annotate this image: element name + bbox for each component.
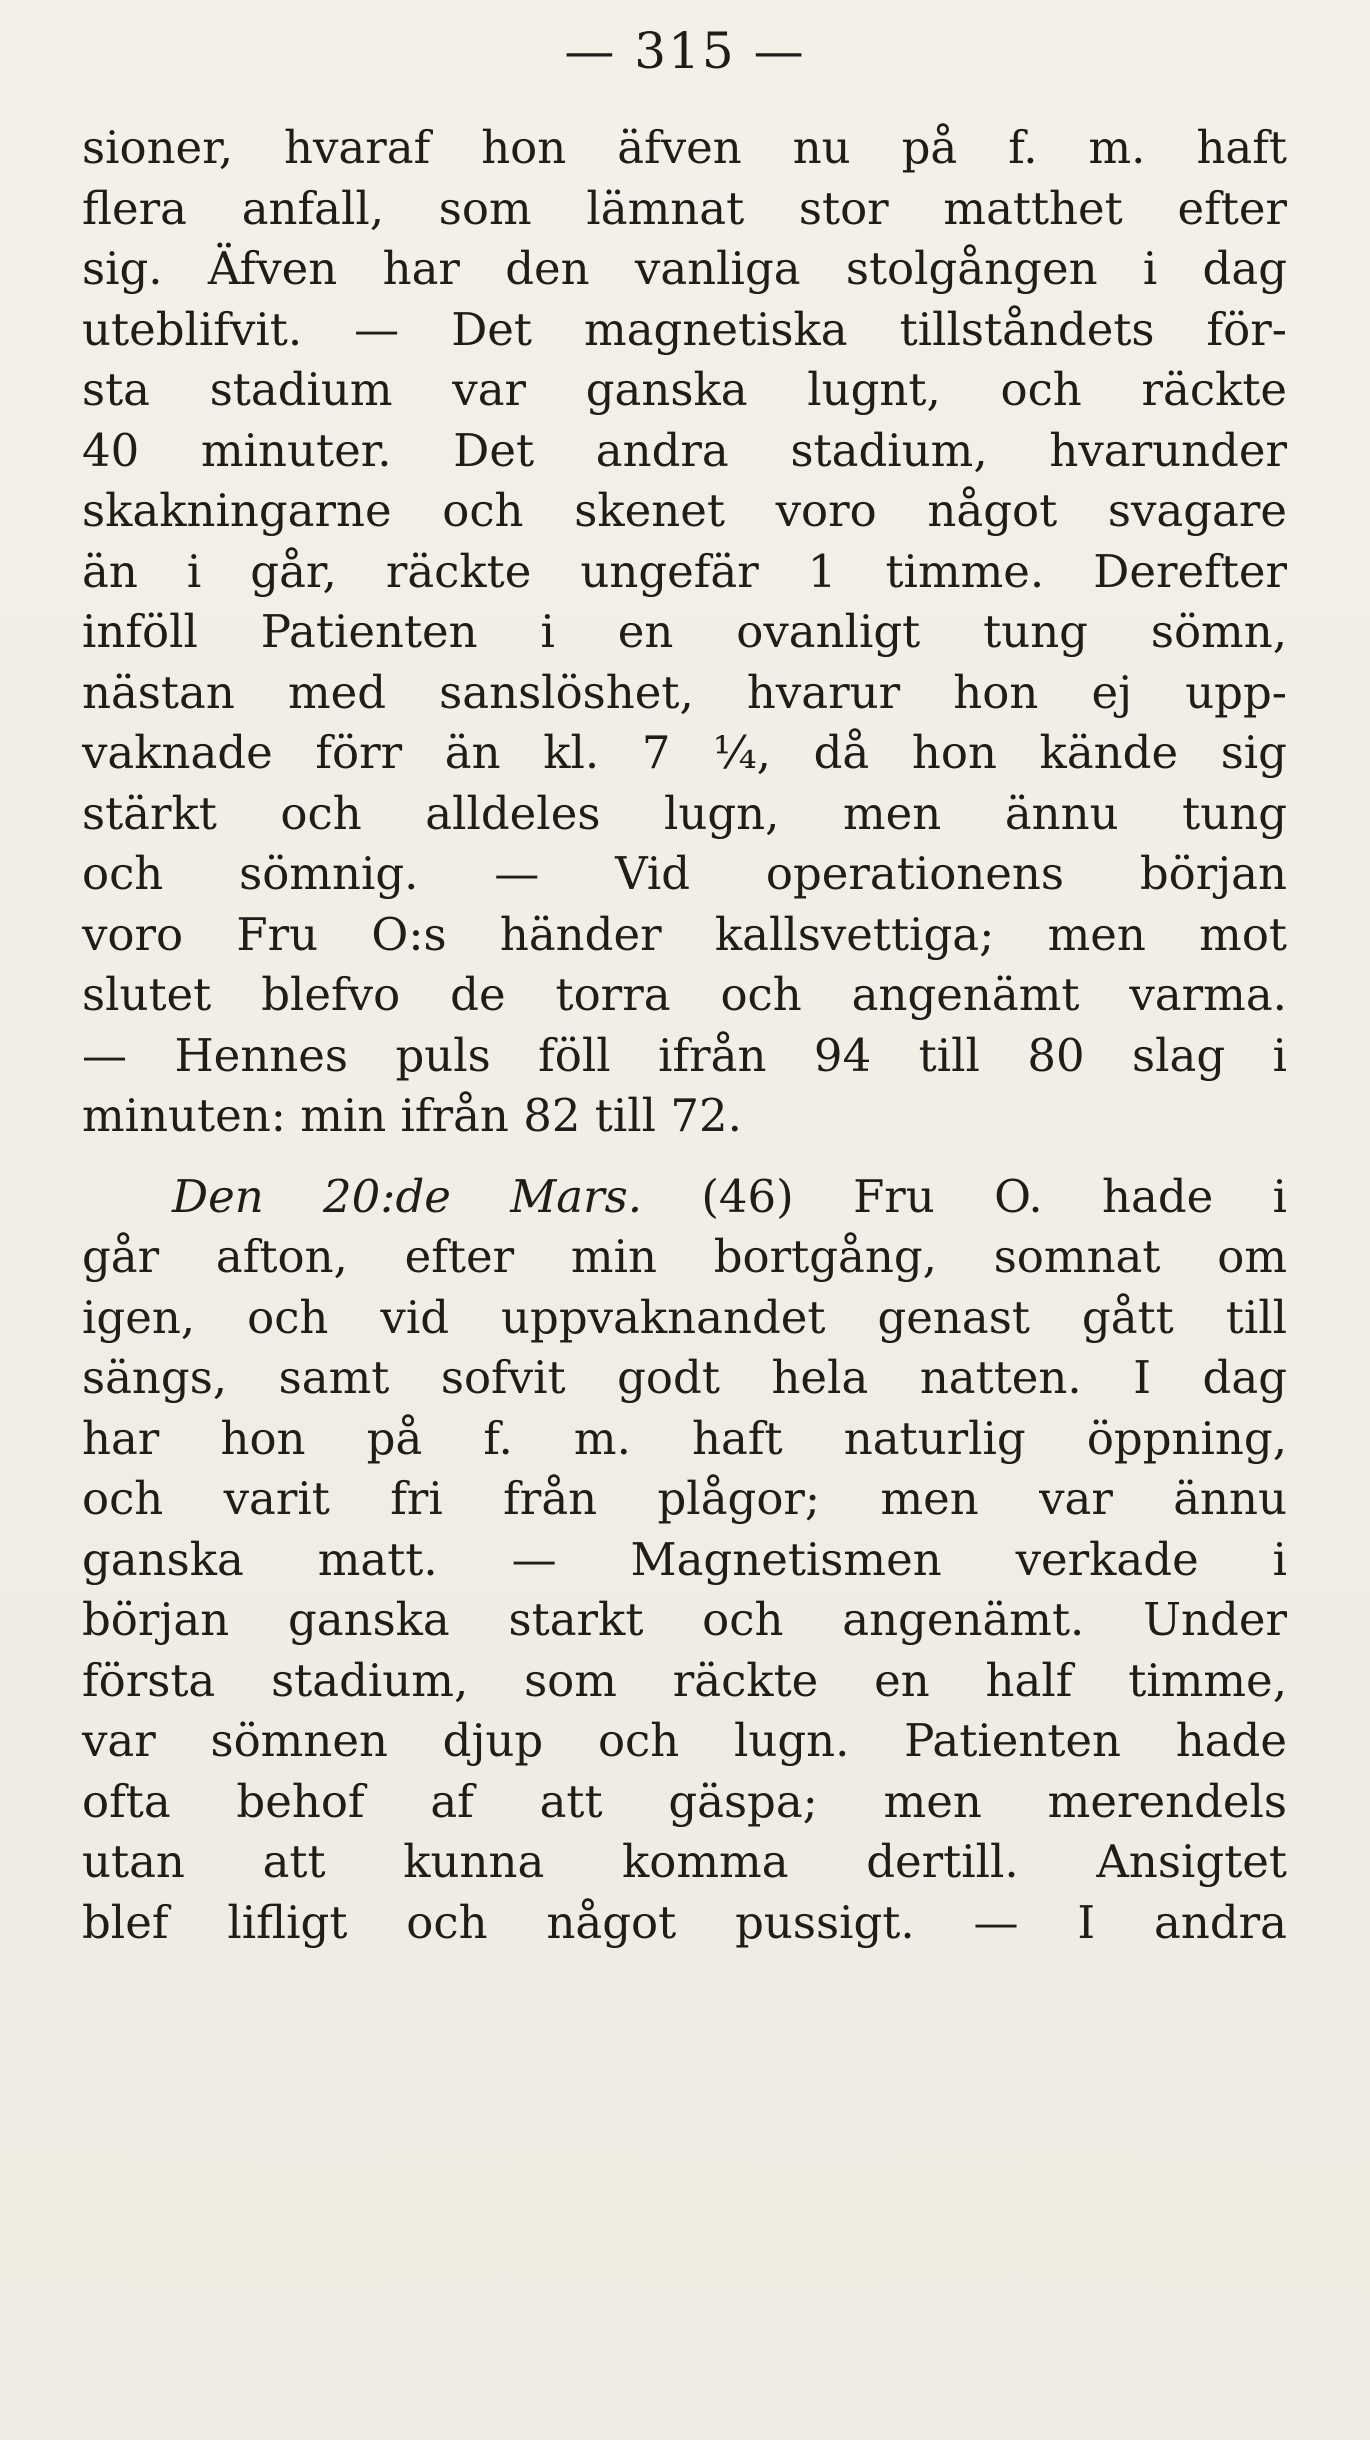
text-line: inföll Patienten i en ovanligt tung sömn, [82, 605, 1287, 658]
text-line: sängs, samt sofvit godt hela natten. I dag [82, 1351, 1287, 1404]
page-number: — 315 — [564, 22, 806, 80]
text-line: sioner, hvaraf hon äfven nu på f. m. haft [82, 121, 1287, 174]
text-line: slutet blefvo de torra och angenämt varma. [82, 968, 1287, 1021]
text-line: har hon på f. m. haft naturlig öppning, [82, 1411, 1287, 1465]
text-line: början ganska starkt och angenämt. Under [82, 1593, 1287, 1646]
text-line: voro Fru O:s händer kallsvettiga; men mot [82, 907, 1287, 961]
paragraph-1 [82, 118, 1287, 1147]
text-line: vaknade förr än kl. 7 ¼, då hon kände sig [82, 726, 1287, 779]
text-line: uteblifvit. — Det magnetiska tillståndets för- [82, 302, 1287, 356]
text-line: och varit fri från plågor; men var ännu [82, 1472, 1287, 1525]
text-line: ganska matt. — Magnetismen verkade i [82, 1532, 1287, 1586]
text-line: sta stadium var ganska lugnt, och räckte [82, 363, 1287, 416]
text-line: blef lifligt och något pussigt. — I andra [82, 1895, 1287, 1949]
body-text [82, 118, 1287, 1953]
text-line: igen, och vid uppvaknandet genast gått till [82, 1290, 1287, 1344]
text-line: utan att kunna komma dertill. Ansigtet [82, 1835, 1287, 1888]
text-line: stärkt och alldeles lugn, men ännu tung [82, 786, 1287, 840]
text-line: första stadium, som räckte en half timme, [82, 1653, 1287, 1707]
entry-date: Den 20:de Mars. [172, 1169, 643, 1223]
text-line: ofta behof af att gäspa; men merendels [82, 1774, 1287, 1828]
paragraph-gap [82, 1147, 1287, 1167]
text-line: sig. Äfven har den vanliga stolgången i dag [82, 242, 1287, 295]
text-line: skakningarne och skenet voro något svagare [82, 484, 1287, 537]
text-line: var sömnen djup och lugn. Patienten hade [82, 1714, 1287, 1767]
text-line: och sömnig. — Vid operationens början [82, 847, 1287, 900]
text-line: 40 minuter. Det andra stadium, hvarunder [82, 423, 1287, 477]
text-line: flera anfall, som lämnat stor matthet efter [82, 181, 1287, 235]
text-line: minuten: min ifrån 82 till 72. [82, 1089, 742, 1142]
text-line-rest: (46) Fru O. hade i [642, 1169, 1287, 1223]
text-line: än i går, räckte ungefär 1 timme. Derefter [82, 544, 1287, 598]
text-line: går afton, efter min bortgång, somnat om [82, 1230, 1287, 1283]
text-line: nästan med sanslöshet, hvarur hon ej upp- [82, 665, 1287, 719]
text-line: — Hennes puls föll ifrån 94 till 80 slag i [82, 1028, 1287, 1082]
text-line-with-date [82, 1167, 1287, 1228]
paragraph-2 [82, 1167, 1287, 1954]
